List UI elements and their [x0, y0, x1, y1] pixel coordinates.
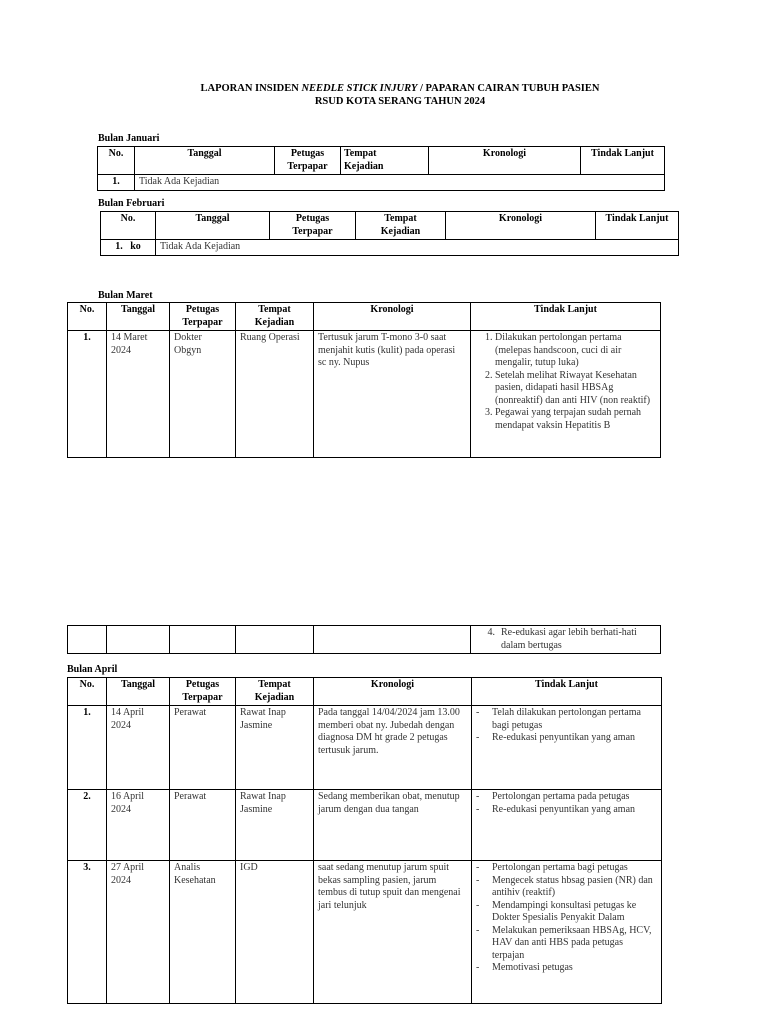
- col-no: No.: [68, 303, 107, 331]
- tindak-item: 3. Pegawai yang terpajan sudah pernah mendapat vaksin Hepatitis B: [495, 407, 656, 432]
- tindak-item: 2. Setelah melihat Riwayat Kesehatan pasien, didapati hasil HBSAg (nonreaktif) dan anti HIV (non reaktif): [495, 370, 656, 408]
- row-no: 2.: [68, 790, 107, 861]
- col-tanggal: Tanggal: [156, 212, 270, 240]
- row-tindak: [472, 861, 662, 1004]
- row-kronologi: Pada tanggal 14/04/2024 jam 13.00 memberi obat ny. Jubedah dengan diagnosa DM ht grade 2 petugas tertusuk jarum.: [314, 706, 472, 790]
- col-petugas: Petugas Terpapar: [170, 678, 236, 706]
- tindak-item: Re-edukasi agar lebih berhati-hati dalam bertugas: [501, 627, 637, 651]
- row-tindak: [471, 331, 661, 458]
- col-kronologi: Kronologi: [446, 212, 596, 240]
- report-subtitle: RSUD KOTA SERANG TAHUN 2024: [314, 96, 486, 107]
- row-kronologi: Sedang memberikan obat, menutup jarum dengan dua tangan: [314, 790, 472, 861]
- row-tindak: [472, 706, 662, 790]
- col-no: No.: [101, 212, 156, 240]
- empty-cell: [314, 626, 471, 654]
- title-suffix: / PAPARAN CAIRAN TUBUH PASIEN: [417, 83, 600, 94]
- empty-cell: [170, 626, 236, 654]
- row-no: 1.: [68, 331, 107, 458]
- tindak-item: - Re-edukasi penyuntikan yang aman: [476, 804, 657, 817]
- row-tanggal: 14 April 2024: [107, 706, 170, 790]
- row-kronologi: Tertusuk jarum T-mono 3-0 saat menjahit kutis (kulit) pada operasi sc ny. Nupus: [314, 331, 471, 458]
- februari-label: Bulan Februari: [98, 198, 165, 209]
- tindak-item: - Memotivasi petugas: [476, 962, 657, 975]
- maret-table: [67, 302, 661, 458]
- april-label: Bulan April: [67, 664, 118, 675]
- empty-cell: [107, 626, 170, 654]
- row-tindak-continued: [471, 626, 661, 654]
- tindak-item: - Pertolongan pertama bagi petugas: [476, 862, 657, 875]
- tindak-item: - Telah dilakukan pertolongan pertama bagi petugas: [476, 707, 657, 732]
- row-tempat: Rawat Inap Jasmine: [236, 706, 314, 790]
- row-tanggal: 16 April 2024: [107, 790, 170, 861]
- col-petugas: Petugas Terpapar: [270, 212, 356, 240]
- row-petugas: Dokter Obgyn: [170, 331, 236, 458]
- row-no: 3.: [68, 861, 107, 1004]
- tindak-item: - Re-edukasi penyuntikan yang aman: [476, 732, 657, 745]
- tindak-item: - Melakukan pemeriksaan HBSAg, HCV, HAV dan anti HBS pada petugas terpajan: [476, 925, 657, 963]
- col-tempat: Tempat Kejadian: [341, 147, 429, 175]
- row-tindak: [472, 790, 662, 861]
- row-no: 1.: [68, 706, 107, 790]
- col-no: No.: [98, 147, 135, 175]
- col-tempat: Tempat Kejadian: [236, 303, 314, 331]
- col-tanggal: Tanggal: [135, 147, 275, 175]
- col-tindak: Tindak Lanjut: [472, 678, 662, 706]
- tindak-item: 1. Dilakukan pertolongan pertama (melepas handscoon, cuci di air mengalir, tutup luka): [495, 332, 656, 370]
- januari-label: Bulan Januari: [98, 133, 160, 144]
- col-kronologi: Kronologi: [314, 678, 472, 706]
- col-petugas: Petugas Terpapar: [170, 303, 236, 331]
- row-petugas: Perawat: [170, 790, 236, 861]
- empty-cell: [68, 626, 107, 654]
- no-incident-text: Tidak Ada Kejadian: [135, 175, 665, 191]
- no-incident-text: Tidak Ada Kejadian: [156, 240, 679, 256]
- row-kronologi: saat sedang menutup jarum spuit bekas sampling pasien, jarum tembus di tutup spuit dan mengenai jari telunjuk: [314, 861, 472, 1004]
- col-tempat: Tempat Kejadian: [356, 212, 446, 240]
- maret-label: Bulan Maret: [98, 290, 153, 301]
- title-prefix: LAPORAN INSIDEN: [200, 83, 302, 94]
- col-no: No.: [68, 678, 107, 706]
- tindak-number: 4.: [487, 627, 495, 638]
- col-tindak: Tindak Lanjut: [471, 303, 661, 331]
- januari-table: [97, 146, 665, 191]
- row-tempat: Ruang Operasi: [236, 331, 314, 458]
- tindak-item: - Pertolongan pertama pada petugas: [476, 791, 657, 804]
- report-title: [0, 83, 768, 96]
- februari-table: [100, 211, 679, 256]
- row-no: 1.: [98, 175, 135, 191]
- april-table: [67, 677, 662, 1004]
- row-petugas: Perawat: [170, 706, 236, 790]
- col-kronologi: Kronologi: [314, 303, 471, 331]
- row-tempat: IGD: [236, 861, 314, 1004]
- row-no: 1. ko: [101, 240, 156, 256]
- tindak-item: - Mendampingi konsultasi petugas ke Dokter Spesialis Penyakit Dalam: [476, 900, 657, 925]
- col-tanggal: Tanggal: [107, 303, 170, 331]
- row-tanggal: 27 April 2024: [107, 861, 170, 1004]
- row-tanggal: 14 Maret 2024: [107, 331, 170, 458]
- col-kronologi: Kronologi: [429, 147, 581, 175]
- row-tempat: Rawat Inap Jasmine: [236, 790, 314, 861]
- col-tempat: Tempat Kejadian: [236, 678, 314, 706]
- col-petugas: Petugas Terpapar: [275, 147, 341, 175]
- tindak-item: - Mengecek status hbsag pasien (NR) dan antihiv (reaktif): [476, 875, 657, 900]
- maret-continued-table: [67, 625, 661, 654]
- title-italic: NEEDLE STICK INJURY: [301, 83, 418, 94]
- empty-cell: [236, 626, 314, 654]
- row-petugas: Analis Kesehatan: [170, 861, 236, 1004]
- col-tindak: Tindak Lanjut: [581, 147, 665, 175]
- col-tindak: Tindak Lanjut: [596, 212, 679, 240]
- col-tanggal: Tanggal: [107, 678, 170, 706]
